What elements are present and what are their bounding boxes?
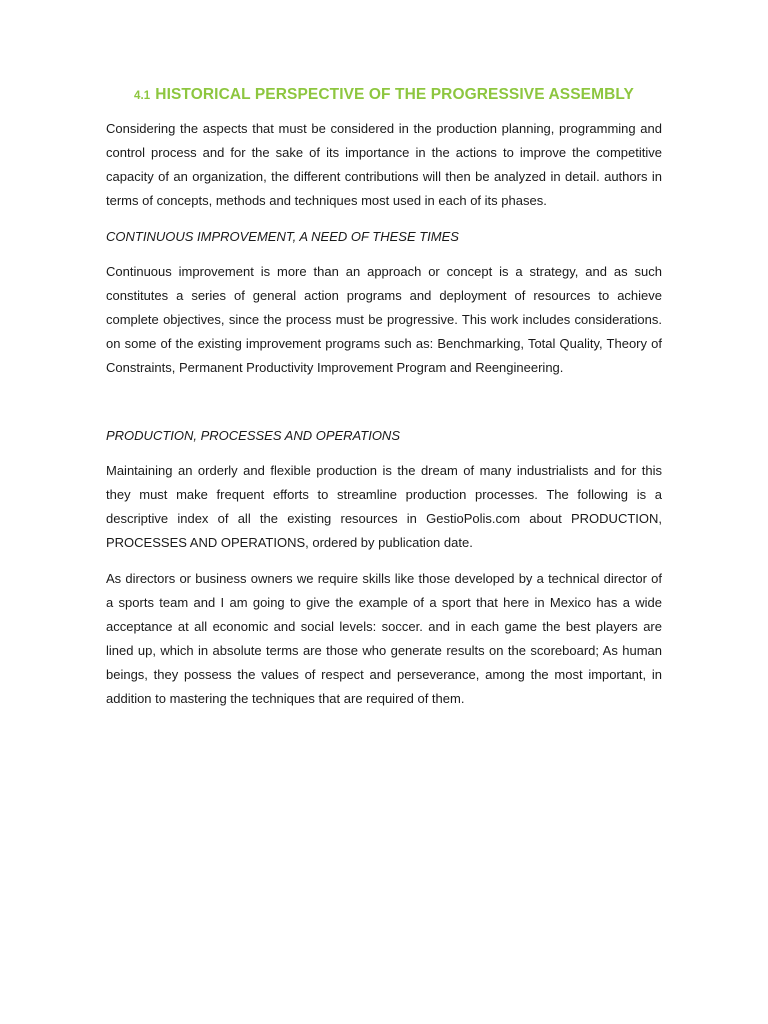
section-number: 4.1 bbox=[133, 90, 151, 102]
section-heading bbox=[106, 86, 662, 104]
directors-paragraph: As directors or business owners we require skills like those developed by a technical director of a sports team and I am going to give the example of a sport that here in Mexico has a wide acceptance at all economic and social levels: soccer. and in each game the best players are lined up, which in absolute terms are those who generate results on the scoreboard; As human beings, they possess the values of respect and perseverance, among the most important, in addition to mastering the techniques that are required of them. bbox=[106, 571, 662, 706]
document-page bbox=[106, 86, 662, 723]
intro-paragraph: Considering the aspects that must be considered in the production planning, programming and control process and for the sake of its importance in the actions to improve the competitive capacity of an organization, the different contributions will then be analyzed in detail. authors in terms of concepts, methods and techniques most used in each of its phases. bbox=[106, 121, 662, 208]
production-paragraph: Maintaining an orderly and flexible production is the dream of many industrialists and for this they must make frequent efforts to streamline production processes. The following is a descriptive index of all the existing resources in GestioPolis.com about PRODUCTION, PROCESSES AND OPERATIONS, ordered by publication date. bbox=[106, 463, 662, 550]
subheading-production-processes: PRODUCTION, PROCESSES AND OPERATIONS bbox=[106, 428, 400, 443]
subheading-continuous-improvement: CONTINUOUS IMPROVEMENT, A NEED OF THESE TIMES bbox=[106, 229, 459, 244]
continuous-improvement-paragraph: Continuous improvement is more than an approach or concept is a strategy, and as such constitutes a series of general action programs and deployment of resources to achieve complete objectives, since the process must be progressive. This work includes considerations. on some of the existing improvement programs such as: Benchmarking, Total Quality, Theory of Constraints, Permanent Productivity Improvement Program and Reengineering. bbox=[106, 264, 662, 375]
section-spacer bbox=[106, 392, 662, 424]
section-title: HISTORICAL PERSPECTIVE OF THE PROGRESSIVE ASSEMBLY bbox=[155, 86, 634, 103]
